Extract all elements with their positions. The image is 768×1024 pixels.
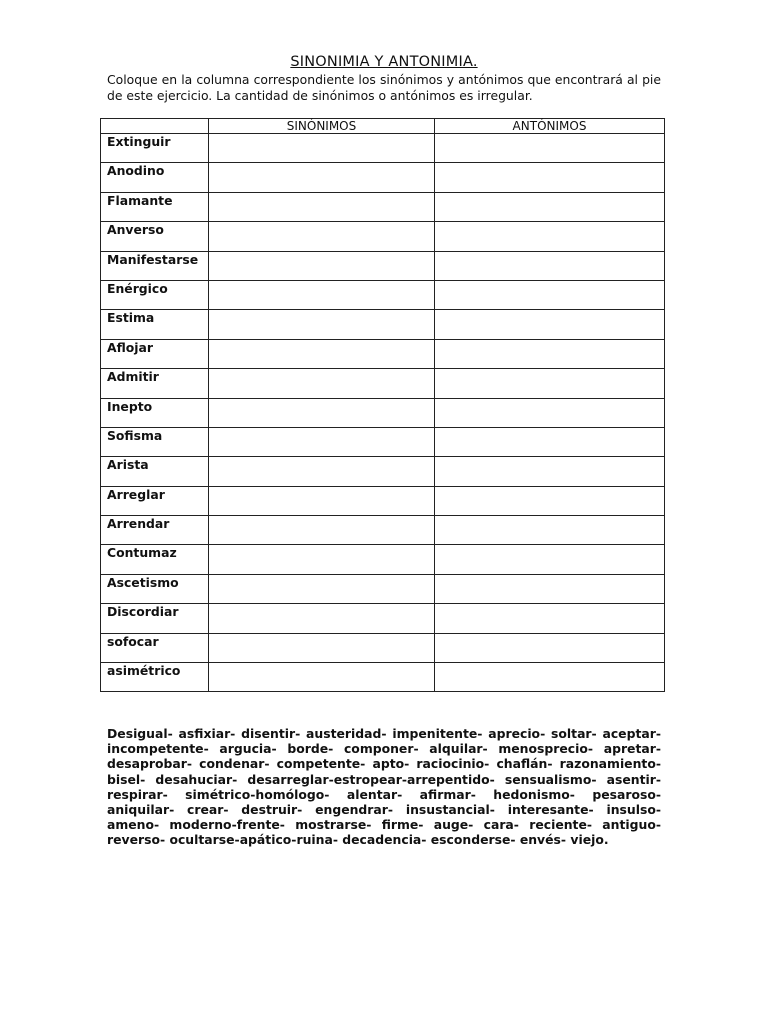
antonym-cell[interactable] xyxy=(435,486,665,515)
antonym-cell[interactable] xyxy=(435,663,665,692)
antonym-cell[interactable] xyxy=(435,280,665,309)
table-row xyxy=(101,369,665,398)
term-cell: Extinguir xyxy=(101,134,209,163)
antonym-cell[interactable] xyxy=(435,633,665,662)
antonym-cell[interactable] xyxy=(435,163,665,192)
word-bank-line: desaprobar- condenar- competente- apto- raciocinio- chaflán- razonamiento- xyxy=(107,756,661,772)
word-bank-line: bisel- desahuciar- desarreglar-estropear-arrepentido- sensualismo- asentir- xyxy=(107,771,661,787)
word-bank-line: reverso- ocultarse-apático-ruina- decadencia- esconderse- envés- viejo. xyxy=(107,832,609,848)
table-row xyxy=(101,280,665,309)
table-row xyxy=(101,663,665,692)
table-row xyxy=(101,604,665,633)
word-bank xyxy=(107,726,661,848)
synonym-antonym-table xyxy=(100,118,665,692)
antonym-cell[interactable] xyxy=(435,192,665,221)
word-bank-line: ameno- moderno-frente- mostrarse- firme- auge- cara- reciente- antiguo- xyxy=(107,817,661,833)
synonym-cell[interactable] xyxy=(209,604,435,633)
synonym-cell[interactable] xyxy=(209,545,435,574)
table-row xyxy=(101,486,665,515)
table-row xyxy=(101,310,665,339)
term-cell: Arrendar xyxy=(101,516,209,545)
term-cell: Ascetismo xyxy=(101,574,209,603)
antonym-cell[interactable] xyxy=(435,427,665,456)
term-cell: Manifestarse xyxy=(101,251,209,280)
table-row xyxy=(101,251,665,280)
synonym-cell[interactable] xyxy=(209,427,435,456)
term-cell: sofocar xyxy=(101,633,209,662)
table-row xyxy=(101,134,665,163)
synonym-cell[interactable] xyxy=(209,457,435,486)
word-bank-line: aniquilar- crear- destruir- engendrar- insustancial- interesante- insulso- xyxy=(107,801,661,817)
antonym-cell[interactable] xyxy=(435,545,665,574)
table-row xyxy=(101,398,665,427)
page-title: SINONIMIA Y ANTONIMIA. xyxy=(290,54,478,70)
antonym-cell[interactable] xyxy=(435,604,665,633)
term-cell: asimétrico xyxy=(101,663,209,692)
antonym-cell[interactable] xyxy=(435,516,665,545)
table-row xyxy=(101,574,665,603)
word-bank-line: Desigual- asfixiar- disentir- austeridad- impenitente- aprecio- soltar- aceptar- xyxy=(107,726,661,741)
table-row xyxy=(101,163,665,192)
synonym-cell[interactable] xyxy=(209,398,435,427)
term-cell: Arista xyxy=(101,457,209,486)
table-row xyxy=(101,457,665,486)
term-cell: Flamante xyxy=(101,192,209,221)
term-cell: Discordiar xyxy=(101,604,209,633)
term-cell: Anodino xyxy=(101,163,209,192)
synonym-cell[interactable] xyxy=(209,339,435,368)
synonym-cell[interactable] xyxy=(209,163,435,192)
antonym-cell[interactable] xyxy=(435,339,665,368)
term-cell: Enérgico xyxy=(101,280,209,309)
synonym-cell[interactable] xyxy=(209,574,435,603)
antonym-cell[interactable] xyxy=(435,457,665,486)
antonym-cell[interactable] xyxy=(435,134,665,163)
antonym-cell[interactable] xyxy=(435,310,665,339)
antonym-cell[interactable] xyxy=(435,222,665,251)
synonym-cell[interactable] xyxy=(209,251,435,280)
term-cell: Contumaz xyxy=(101,545,209,574)
synonym-cell[interactable] xyxy=(209,222,435,251)
table-row xyxy=(101,633,665,662)
header-synonyms: SINÓNIMOS xyxy=(209,119,435,134)
term-cell: Arreglar xyxy=(101,486,209,515)
header-antonyms: ANTÓNIMOS xyxy=(435,119,665,134)
synonym-cell[interactable] xyxy=(209,134,435,163)
antonym-cell[interactable] xyxy=(435,574,665,603)
table-row xyxy=(101,339,665,368)
header-term xyxy=(101,119,209,134)
antonym-cell[interactable] xyxy=(435,398,665,427)
term-cell: Sofisma xyxy=(101,427,209,456)
table-row xyxy=(101,192,665,221)
instructions-text: Coloque en la columna correspondiente los sinónimos y antónimos que encontrará al pie de este ejercicio. La cantidad de sinónimos o antónimos es irregular. xyxy=(107,72,661,103)
synonym-cell[interactable] xyxy=(209,663,435,692)
table-row xyxy=(101,222,665,251)
synonym-cell[interactable] xyxy=(209,369,435,398)
term-cell: Anverso xyxy=(101,222,209,251)
synonym-cell[interactable] xyxy=(209,310,435,339)
term-cell: Aflojar xyxy=(101,339,209,368)
synonym-cell[interactable] xyxy=(209,633,435,662)
term-cell: Inepto xyxy=(101,398,209,427)
table-row xyxy=(101,427,665,456)
synonym-cell[interactable] xyxy=(209,280,435,309)
word-bank-line: incompetente- argucia- borde- componer- alquilar- menosprecio- apretar- xyxy=(107,741,661,757)
antonym-cell[interactable] xyxy=(435,251,665,280)
antonym-cell[interactable] xyxy=(435,369,665,398)
table-row xyxy=(101,516,665,545)
term-cell: Estima xyxy=(101,310,209,339)
synonym-cell[interactable] xyxy=(209,516,435,545)
term-cell: Admitir xyxy=(101,369,209,398)
table-row xyxy=(101,545,665,574)
synonym-cell[interactable] xyxy=(209,192,435,221)
table-header-row xyxy=(101,119,665,134)
word-bank-line: respirar- simétrico-homólogo- alentar- afirmar- hedonismo- pesaroso- xyxy=(107,786,661,802)
synonym-cell[interactable] xyxy=(209,486,435,515)
